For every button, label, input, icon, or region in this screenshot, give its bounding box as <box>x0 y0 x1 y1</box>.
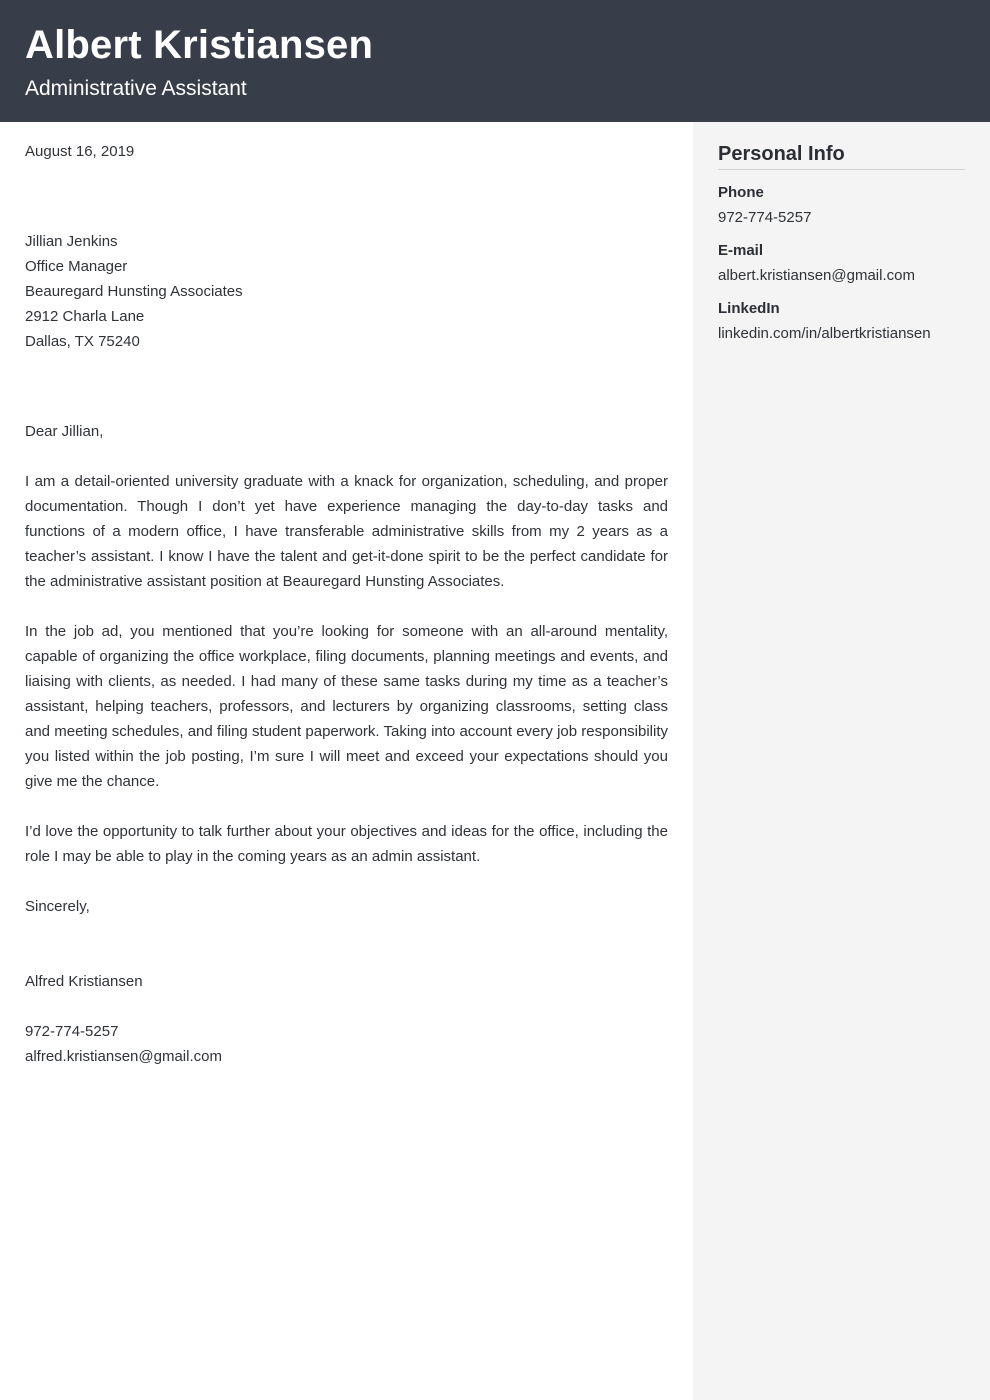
linkedin-value: linkedin.com/in/albertkristiansen <box>718 325 931 342</box>
recipient-company: Beauregard Hunsting Associates <box>25 283 243 300</box>
letter-closing: Sincerely, <box>25 898 90 915</box>
recipient-street: 2912 Charla Lane <box>25 308 145 325</box>
email-label: E-mail <box>718 242 764 259</box>
header <box>0 0 990 122</box>
applicant-name: Albert Kristiansen <box>25 23 374 67</box>
linkedin-label: LinkedIn <box>718 300 780 317</box>
applicant-role: Administrative Assistant <box>25 77 247 100</box>
signature-name: Alfred Kristiansen <box>25 973 143 990</box>
phone-value: 972-774-5257 <box>718 209 812 226</box>
letter-paragraph: I’d love the opportunity to talk further about your objectives and ideas for the office, including the role I may be able to play in the coming years as an admin assistant. <box>25 823 668 865</box>
letter-body <box>25 139 668 1069</box>
recipient-city: Dallas, TX 75240 <box>25 333 140 350</box>
letter-paragraph: I am a detail-oriented university graduate with a knack for organization, scheduling, and proper documentation. Though I don’t yet have experience managing the day-to-day tasks and functions of a modern office, I have transferable administrative skills from my 2 years as a teacher’s assistant. I know I have the talent and get-it-done spirit to be the perfect candidate for the administrative assistant position at Beauregard Hunsting Associates. <box>25 473 668 590</box>
letter-date: August 16, 2019 <box>25 143 135 160</box>
signature-phone: 972-774-5257 <box>25 1023 119 1040</box>
personal-info-sidebar <box>693 122 990 1400</box>
letter-greeting: Dear Jillian, <box>25 423 104 440</box>
phone-label: Phone <box>718 184 764 201</box>
recipient-name: Jillian Jenkins <box>25 233 118 250</box>
letter-paragraph: In the job ad, you mentioned that you’re looking for someone with an all-around mentality, capable of organizing the office workplace, filing documents, planning meetings and events, and liaising with clients, as needed. I had many of these same tasks during my time as a teacher’s assistant, helping teachers, professors, and lecturers by organizing classrooms, setting class and meeting schedules, and filing student paperwork. Taking into account every job responsibility you listed within the job posting, I’m sure I will meet and exceed your expectations should you give me the chance. <box>25 623 668 790</box>
signature-email: alfred.kristiansen@gmail.com <box>25 1048 222 1065</box>
email-value: albert.kristiansen@gmail.com <box>718 267 915 284</box>
recipient-title: Office Manager <box>25 258 128 275</box>
personal-info-heading: Personal Info <box>718 141 965 170</box>
